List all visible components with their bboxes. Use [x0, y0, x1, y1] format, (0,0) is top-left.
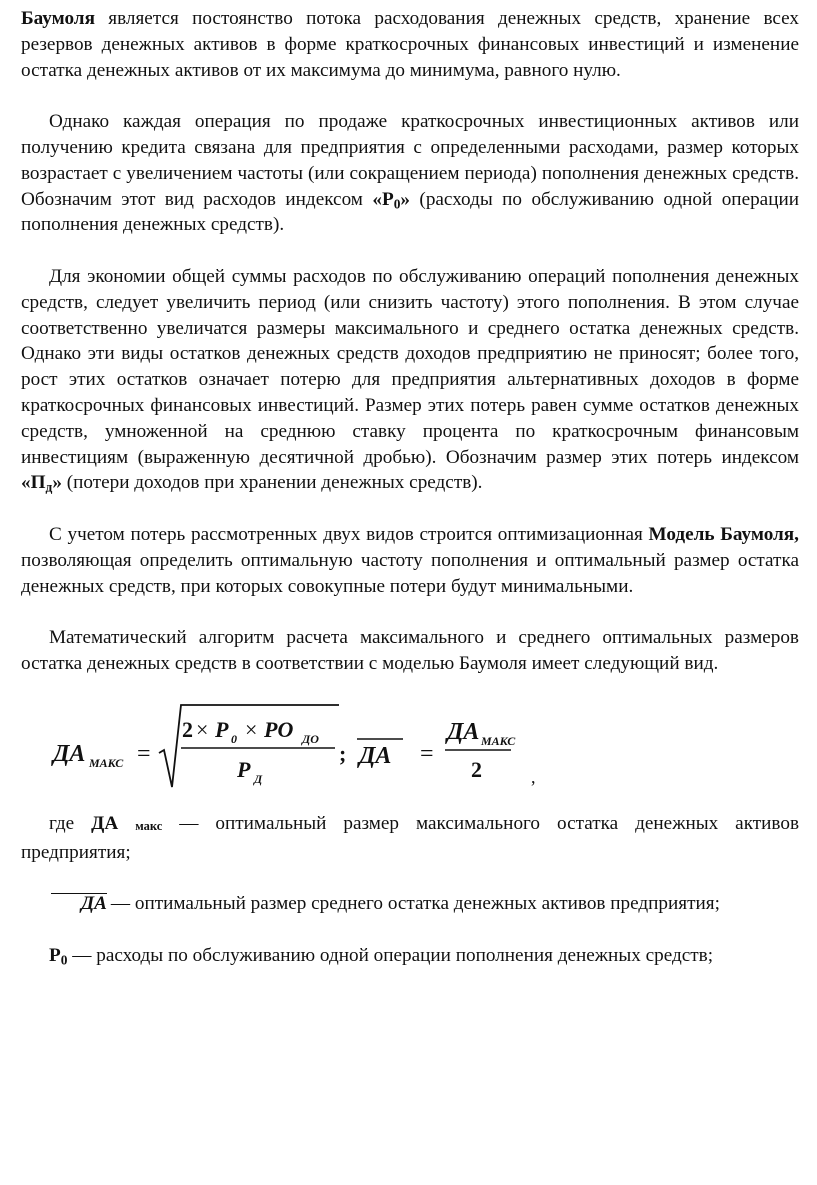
- index-p0-sub: 0: [393, 195, 401, 211]
- paragraph-5-text: Математический алгоритм расчета максимального и среднего оптимальных размеров остатка денежных средств в соответствии с моделью Баумоля имеет следующий вид.: [21, 627, 799, 674]
- paragraph-2-text-b: (расходы по обслуживанию одной операции пополнения денежных средств).: [21, 188, 800, 236]
- paragraph-3-text-a: Для экономии общей суммы расходов по обслуживанию операций пополнения денежных средств, следует увеличить период (или снизить частоту) этого пополнения. В этом случае соответственно увеличатся размеры максимального и среднего остатка денежных средств. Однако эти виды остатков денежных средств доходов предприятию не приносят; более того, рост этих остатков означает потерю для предприятия альтернативных доходов в форме краткосрочных финансовых инвестиций. Размер этих потерь равен сумме остатков денежных средств, умноженной на среднюю ставку процента по краткосрочным финансовым инвестициям (выраженную десятичной дробью). Обозначим размер этих потерь индексом: [21, 265, 799, 468]
- definition-1-symbol: ДА: [91, 812, 119, 834]
- index-pd: [21, 472, 62, 493]
- formula-lhs: ДА: [53, 740, 86, 767]
- bold-term-baumol: Баумоля: [21, 8, 95, 29]
- formula-avg: ДА: [359, 742, 392, 769]
- formula-equals-2: =: [420, 740, 434, 767]
- formula-den2: 2: [471, 756, 482, 782]
- definition-1-sub: макс: [135, 818, 163, 833]
- paragraph-5: [21, 625, 799, 677]
- definition-3-sub: 0: [60, 952, 68, 968]
- paragraph-4-text-b: позволяющая определить оптимальную частоту пополнения и оптимальный размер остатка денежных средств, при которых совокупные потери будут минимальными.: [21, 549, 799, 597]
- paragraph-1: [21, 6, 799, 83]
- formula-den: P: [237, 756, 251, 782]
- index-p0-letter: «Р: [372, 188, 394, 210]
- index-pd-end: »: [52, 472, 62, 494]
- paragraph-2: [21, 109, 799, 238]
- paragraph-2-text-a: Однако каждая операция по продаже краткосрочных инвестиционных активов или получению кредита связана для предприятия с определенными расходами, размер которых возрастает с увеличением частоты (или сокращением периода) пополнения денежных средств. Обозначим этот вид расходов индексом: [21, 111, 799, 210]
- document-page: [21, 6, 799, 995]
- baumol-formula: [21, 695, 799, 799]
- paragraph-3: [21, 264, 799, 496]
- definition-3-text: — расходы по обслуживанию одной операции пополнения денежных средств;: [67, 944, 714, 966]
- paragraph-3-text-b: (потери доходов при хранении денежных средств).: [61, 472, 483, 494]
- definition-1-prefix: где: [49, 812, 92, 834]
- paragraph-4: [21, 522, 799, 599]
- formula-num2-sub: МАКС: [481, 733, 516, 748]
- formula-times-2: ×: [245, 716, 258, 742]
- index-pd-letter: «П: [21, 472, 46, 494]
- definition-p0: [21, 943, 799, 969]
- paragraph-1-text: является постоянство потока расходования денежных средств, хранение всех резервов денежных активов в форме краткосрочных финансовых инвестиций и изменение остатка денежных активов от их максимума до минимума, равного нулю.: [21, 8, 799, 81]
- definition-1-text: — оптимальный размер максимального остатка денежных активов предприятия;: [21, 812, 800, 863]
- bold-term-baumol-model: Модель Баумоля,: [648, 523, 799, 545]
- formula-po-sub: ДО: [302, 731, 319, 746]
- formula-comma: ,: [531, 766, 536, 787]
- formula-den-sub: Д: [254, 771, 263, 786]
- index-p0: [372, 189, 410, 210]
- formula-num-2: 2: [182, 716, 193, 742]
- definition-da-avg: [21, 891, 799, 917]
- formula-svg: [21, 695, 581, 799]
- formula-num2: ДА: [447, 718, 480, 745]
- formula-p: P: [215, 716, 229, 742]
- formula-semicolon: ;: [339, 740, 347, 766]
- formula-p-sub: 0: [231, 731, 237, 746]
- formula-equals: =: [137, 740, 151, 767]
- formula-po: PO: [264, 716, 294, 742]
- formula-times-1: ×: [196, 716, 209, 742]
- definition-da-max: [21, 811, 799, 866]
- definition-2-symbol: ДА: [51, 893, 107, 913]
- paragraph-4-text-a: С учетом потерь рассмотренных двух видов строится оптимизационная: [49, 523, 649, 545]
- definition-2-text: — оптимальный размер среднего остатка денежных активов предприятия;: [110, 893, 720, 915]
- formula-lhs-sub: МАКС: [89, 755, 124, 770]
- definition-3-symbol: [49, 945, 67, 966]
- index-pd-sub: д: [45, 479, 53, 495]
- definition-3-letter: Р: [49, 944, 61, 966]
- index-p0-end: »: [400, 188, 411, 210]
